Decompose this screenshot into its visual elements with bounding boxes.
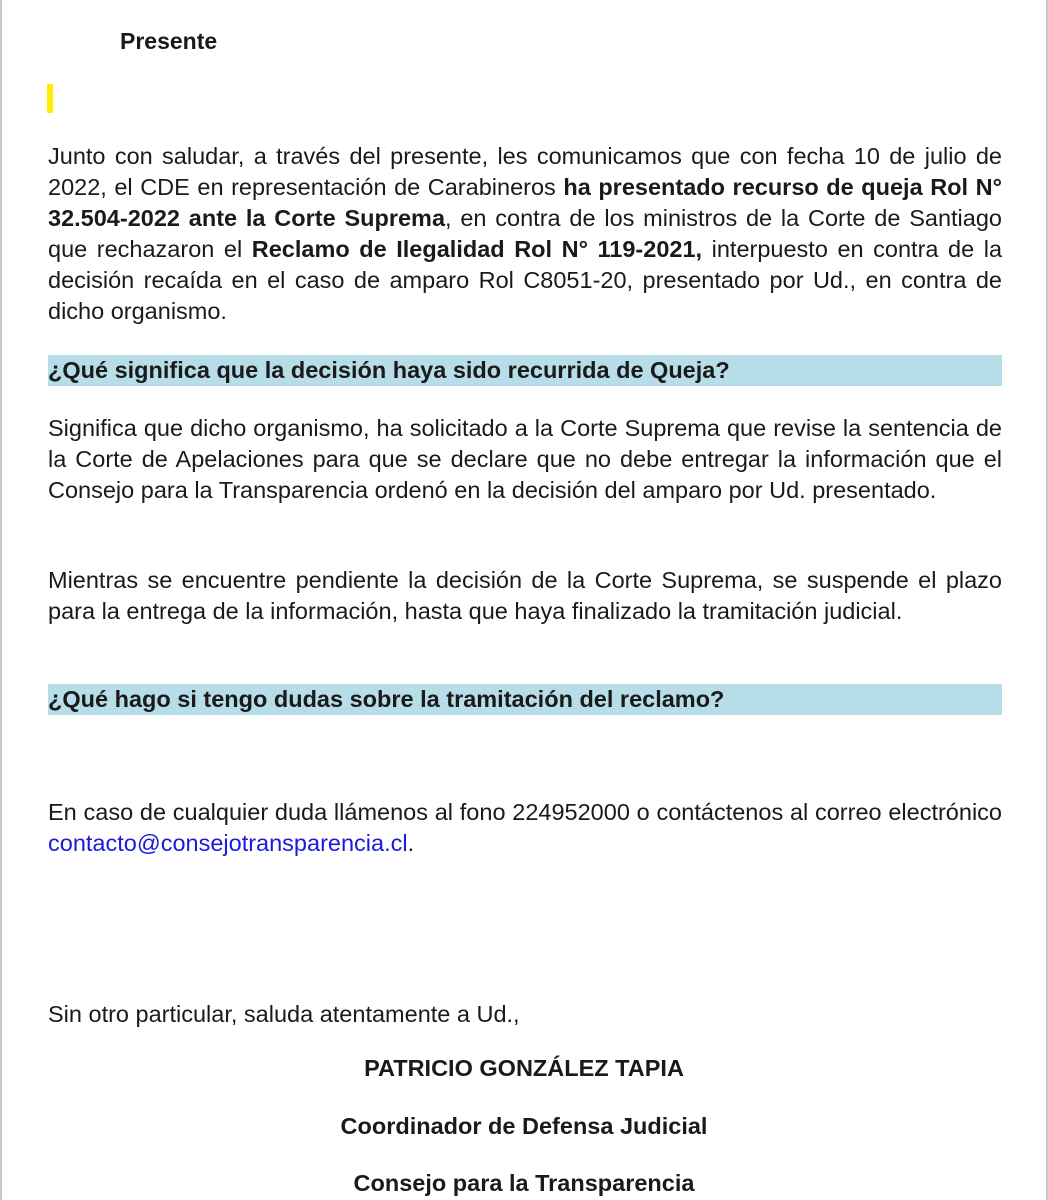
paragraph-notice-bold-1: ha presentado recurso de queja Rol N° 32.504-2022 ante la Corte Suprema (48, 174, 1002, 231)
paragraph-notice-text-3: interpuesto en contra de la decisión recaída en el caso de amparo Rol C8051-20, presentado por Ud., en contra de dicho organismo. (48, 236, 1003, 324)
paragraph-suspension: Mientras se encuentre pendiente la decisión de la Corte Suprema, se suspende el plazo para la entrega de la información, hasta que haya finalizado la tramitación judicial. (48, 567, 1002, 624)
page-left-border (0, 0, 2, 1200)
section-heading-queja: ¿Qué significa que la decisión haya sido recurrida de Queja? (48, 355, 1002, 386)
greeting: Presente (120, 28, 218, 54)
signature-role: Coordinador de Defensa Judicial (340, 1113, 708, 1139)
paragraph-notice-text-2: , en contra de los ministros de la Corte de Santiago que rechazaron el (48, 205, 1002, 262)
signature-name: PATRICIO GONZÁLEZ TAPIA (364, 1055, 684, 1081)
text-cursor-highlight (47, 84, 53, 113)
paragraph-contact (48, 797, 1002, 859)
paragraph-meaning: Significa que dicho organismo, ha solicitado a la Corte Suprema que revise la sentencia de la Corte de Apelaciones para que se declare que no debe entregar la información que el Consejo para la Transparencia ordenó en la decisión del amparo por Ud. presentado. (48, 415, 1002, 503)
email-link[interactable]: contacto@consejotransparencia.cl (48, 830, 408, 856)
closing-line: Sin otro particular, saluda atentamente a Ud., (48, 1001, 520, 1027)
paragraph-contact-text: En caso de cualquier duda llámenos al fono 224952000 o contáctenos al correo electrónico (48, 799, 1002, 825)
paragraph-notice-text-1: Junto con saludar, a través del presente, les comunicamos que con fecha 10 de julio de 2022, el CDE en representación de Carabineros (48, 143, 1002, 200)
signature-organization: Consejo para la Transparencia (353, 1170, 695, 1196)
paragraph-notice-bold-2: Reclamo de Ilegalidad Rol N° 119-2021, (251, 236, 703, 262)
section-heading-doubts: ¿Qué hago si tengo dudas sobre la tramitación del reclamo? (48, 684, 1002, 715)
paragraph-notice (48, 141, 1002, 327)
paragraph-contact-end: . (407, 830, 415, 856)
